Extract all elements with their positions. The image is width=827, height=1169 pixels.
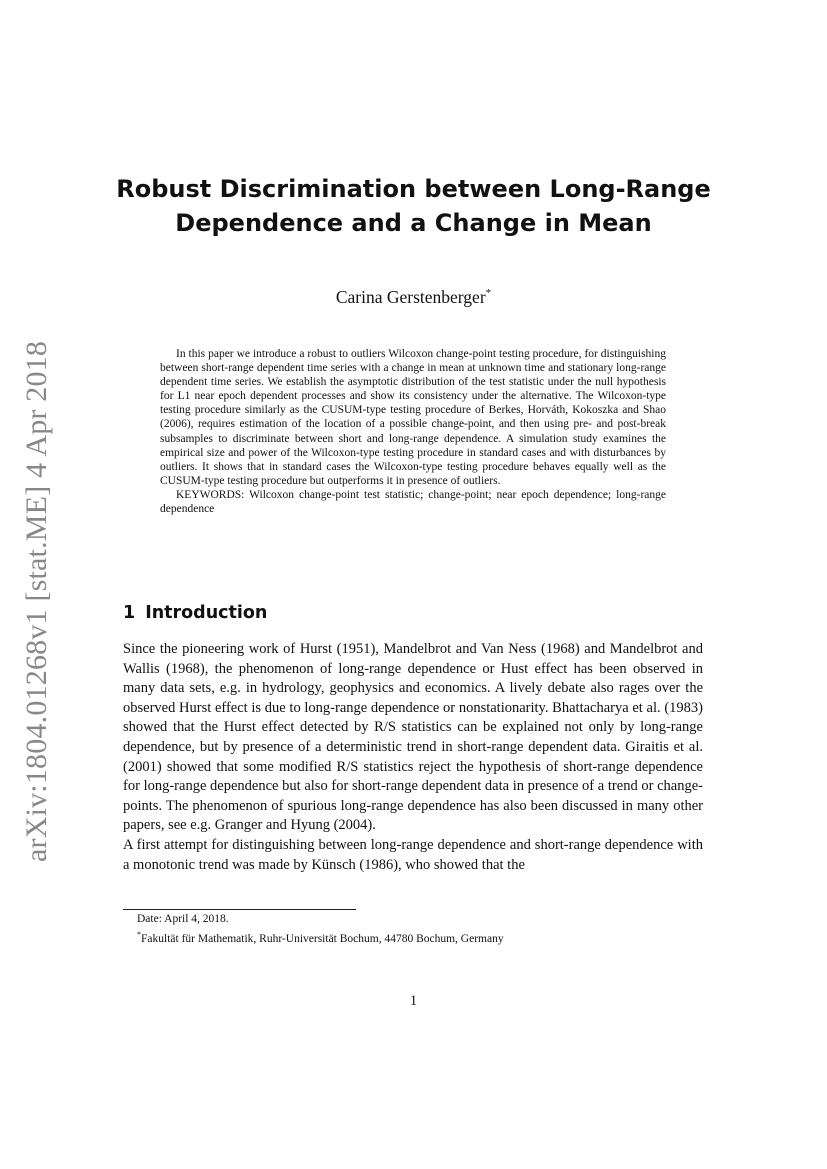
- title-line-2: Dependence and a Change in Mean: [175, 209, 652, 237]
- footnote-date: Date: April 4, 2018.: [137, 913, 229, 925]
- intro-paragraph-1: Since the pioneering work of Hurst (1951), Mandelbrot and Van Ness (1968) and Mandelbrot and Wallis (1968), the phenomenon of long-range dependence or Hust effect has been observed in many data sets, e.g. in hydrology, geophysics and economics. A lively debate also rages over the observed Hurst effect is due to long-range dependence or nonstationarity. Bhattacharya et al. (1983) showed that the Hurst effect detected by R/S statistics can be explained not only by long-range dependence, but by presence of a deterministic trend in short-range dependent data. Giraitis et al. (2001) showed that some modified R/S statistics reject the hypothesis of short-range dependence for long-range dependence but also for short-range dependent data in presence of a trend or change-points. The phenomenon of spurious long-range dependence has also been discussed in many other papers, see e.g. Granger and Hyung (2004).: [123, 641, 703, 834]
- footnote-mark: *: [137, 930, 141, 939]
- abstract-paragraph: In this paper we introduce a robust to outliers Wilcoxon change-point testing procedure, for distinguishing between short-range dependent time series with a change in mean at unknown time and stationary long-range dependent time series. We establish the asymptotic distribution of the test statistic under the null hypothesis for L1 near epoch dependent processes and show its consistency under the alternative. The Wilcoxon-type testing procedure similarly as the CUSUM-type testing procedure of Berkes, Horváth, Kokoszka and Shao (2006), requires estimation of the location of a possible change-point, and then using pre- and post-break subsamples to discriminate between short and long-range dependence. A simulation study examines the empirical size and power of the Wilcoxon-type testing procedure in standard cases and with disturbances by outliers. It shows that in standard cases the Wilcoxon-type testing procedure behaves equally well as the CUSUM-type testing procedure but outperforms it in presence of outliers.: [160, 348, 666, 487]
- author-name: Carina Gerstenberger: [335, 287, 486, 307]
- paper-title: [100, 172, 727, 240]
- section-number: 1: [123, 603, 136, 623]
- abstract-keywords: KEYWORDS: Wilcoxon change-point test statistic; change-point; near epoch dependence; long-range dependence: [160, 488, 666, 516]
- section-heading-introduction: [123, 603, 267, 623]
- footnote-rule: [123, 909, 356, 910]
- intro-paragraph-2: A first attempt for distinguishing between long-range dependence and short-range dependence with a monotonic trend was made by Künsch (1986), who showed that the: [123, 836, 703, 873]
- section-title: Introduction: [145, 603, 268, 623]
- footnote-affiliation: Fakultät für Mathematik, Ruhr-Universität Bochum, 44780 Bochum, Germany: [141, 932, 504, 945]
- page-number: 1: [409, 993, 418, 1009]
- title-line-1: Robust Discrimination between Long-Range: [116, 175, 711, 203]
- author-line: [100, 287, 727, 308]
- introduction-body: [123, 640, 703, 875]
- abstract: [160, 347, 666, 516]
- author-footnote-mark: *: [485, 287, 492, 300]
- arxiv-identifier-stamp: arXiv:1804.01268v1 [stat.ME] 4 Apr 2018: [20, 340, 53, 862]
- footnote-affiliation-line: [123, 927, 703, 947]
- footnotes: [123, 912, 703, 947]
